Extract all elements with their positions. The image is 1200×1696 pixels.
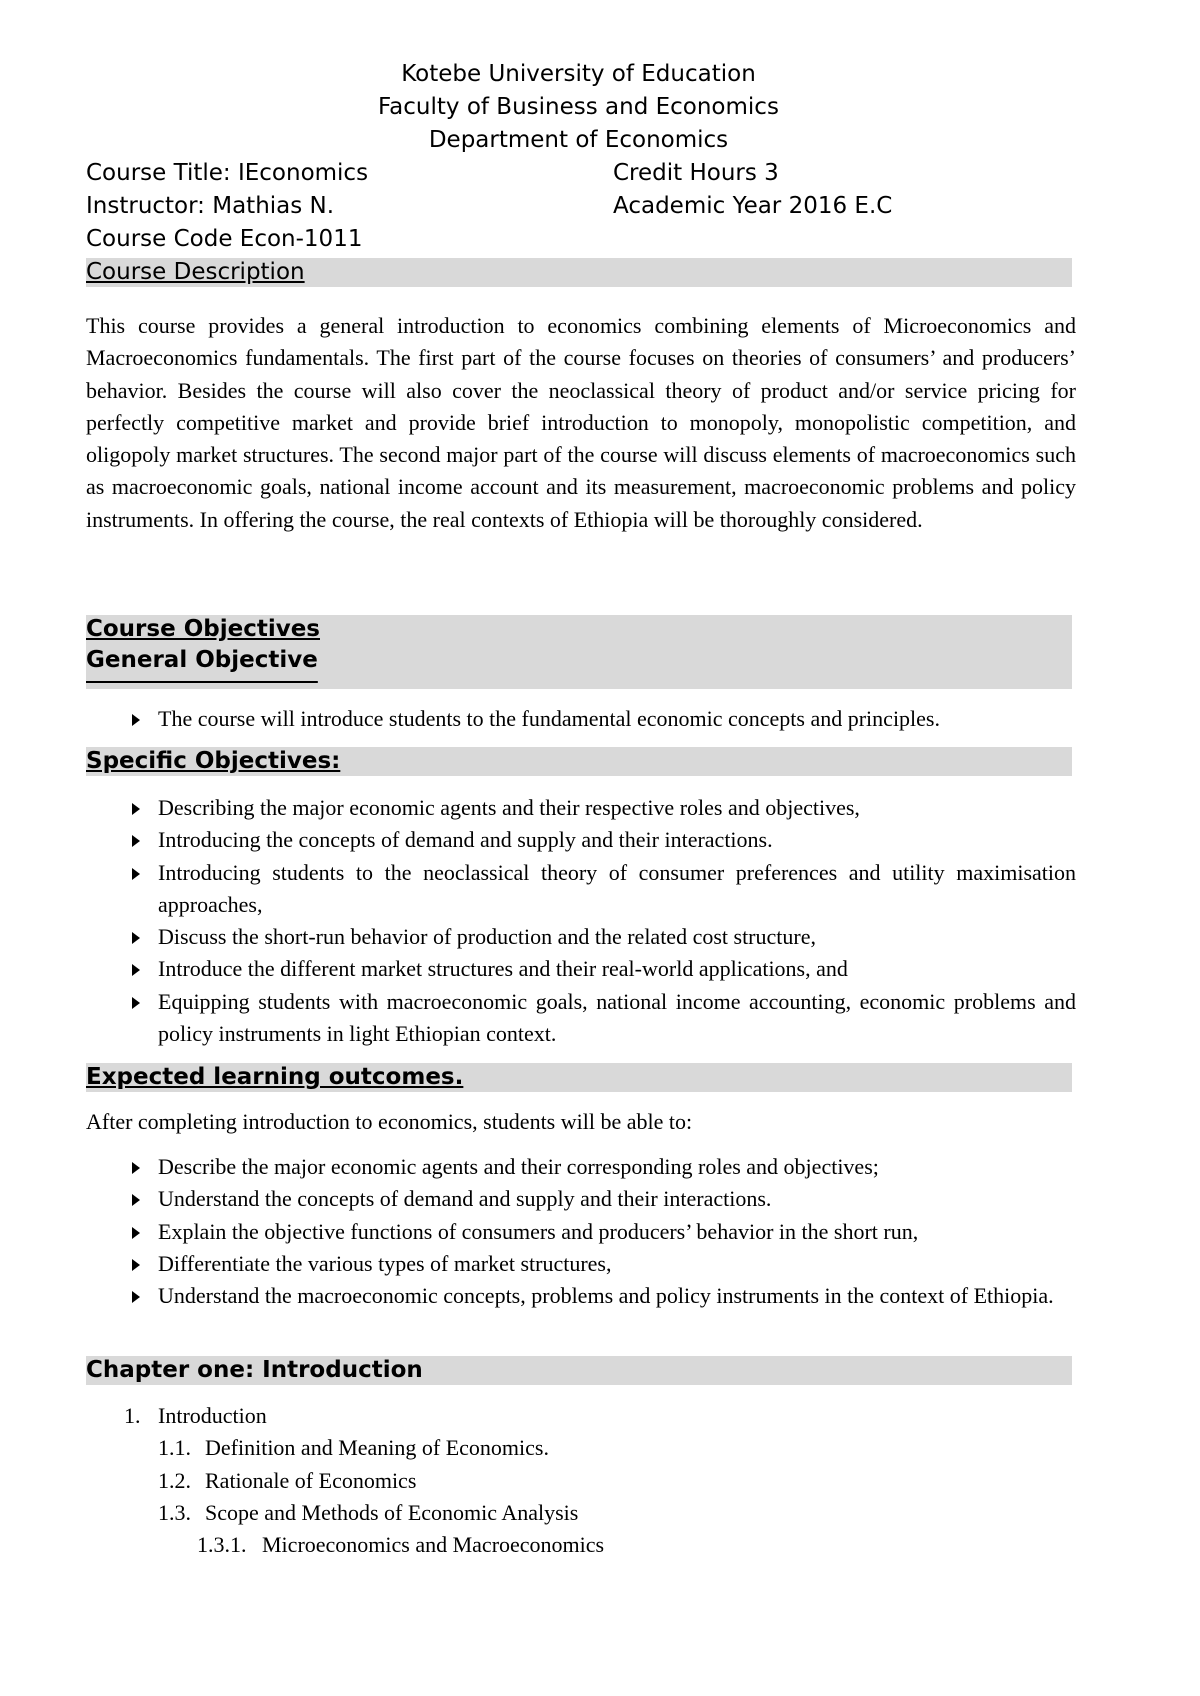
list-item: The course will introduce students to the fundamental economic concepts and principles. bbox=[86, 703, 1076, 735]
arrow-bullet-icon bbox=[132, 714, 140, 726]
document-page: Kotebe University of Education Faculty of Business and Economics Department of Economics Course Title: IEconomics Credit Hours 3 Instructor: Mathias N. Academic Year 2016 E.C Course Code Econ-1011 Course Description This course provides a general introduction to economics combining elements of Microeconomics and Macroeconomics fundamentals. The first part of the course focuses on theories of consumers’ and producers’ behavior. Besides the course will also cover the neoclassical theory of product and/or service pricing for perfectly competitive market and provide brief introduction to monopoly, monopolistic competition, and oligopoly market structures. The second major part of the course will discuss elements of macroeconomics such as macroeconomic goals, national income account and its measurement, macroeconomic problems and policy instruments. In offering the course, the real contexts of Ethiopia will be thoroughly considered. Course Objectives General Objective The course will introduce students to the fundamental economic concepts and principles. Specific Objectives: Describing the major economic agents and their respective roles and objectives, Introducing the concepts of demand and supply and their interactions. Introducing students to the neoclassical theory of consumer preferences and utility maximisation approaches, Discuss the short-run behavior of production and the related cost structure, Introduce the different market structures and their real-world applications, and Equipping students with macroeconomic goals, national income accounting, economic problems and policy instruments in light Ethiopian context. Expected learning outcomes. After completing introduction to economics, students will be able to: Describe the major economic agents and their corresponding roles and objectives; Understand the concepts of demand and supply and their interactions. Explain the objective functions of consumers and producers’ behavior in the short run, Differentiate the various types of market structures, Understand the macroeconomic concepts, problems and policy instruments in the context of Ethiopia. Chapter one: Introduction 1. Introduction 1.1. Definition and Meaning of Economics. 1.2. Rationale of Economics 1.3. Scope and Methods of Economic Analysis 1.3.1. Microeconomics and Macroeconomics bbox=[0, 0, 1200, 1696]
list-item: Introducing the concepts of demand and supply and their interactions. bbox=[86, 824, 1076, 856]
course-title: Course Title: IEconomics bbox=[86, 160, 369, 186]
arrow-bullet-icon bbox=[132, 1162, 140, 1174]
general-objective-label: General Objective bbox=[86, 647, 318, 673]
course-objectives-heading bbox=[86, 615, 1072, 644]
info-row-3 bbox=[86, 223, 1071, 256]
learning-outcomes-intro: After completing introduction to economics, students will be able to: bbox=[86, 1109, 693, 1134]
learning-outcomes-heading: Expected learning outcomes. bbox=[86, 1063, 1072, 1092]
list-item: Equipping students with macroeconomic goals, national income accounting, economic problems and policy instruments in light Ethiopian context. bbox=[86, 986, 1076, 1051]
department-name: Department of Economics bbox=[428, 127, 729, 153]
arrow-bullet-icon bbox=[132, 997, 140, 1009]
general-objective-list bbox=[86, 703, 1076, 735]
specific-objectives-heading: Specific Objectives: bbox=[86, 747, 1072, 776]
academic-year: Academic Year 2016 E.C bbox=[613, 193, 893, 219]
credit-hours: Credit Hours 3 bbox=[613, 160, 779, 186]
learning-outcomes-list bbox=[86, 1151, 1076, 1312]
list-item: Explain the objective functions of consumers and producers’ behavior in the short run, bbox=[86, 1216, 1076, 1248]
course-objectives-label: Course Objectives bbox=[86, 616, 320, 642]
arrow-bullet-icon bbox=[132, 1227, 140, 1239]
course-code: Course Code Econ-1011 bbox=[86, 226, 363, 252]
course-description-text: This course provides a general introduction to economics combining elements of Microeconomics and Macroeconomics fundamentals. The first part of the course focuses on theories of consumers’ and producers’ behavior. Besides the course will also cover the neoclassical theory of product and/or service pricing for perfectly competitive market and provide brief introduction to monopoly, monopolistic competition, and oligopoly market structures. The second major part of the course will discuss elements of macroeconomics such as macroeconomic goals, national income account and its measurement, macroeconomic problems and policy instruments. In offering the course, the real contexts of Ethiopia will be thoroughly considered. bbox=[86, 313, 1076, 532]
general-objective-heading bbox=[86, 644, 1072, 689]
course-description-heading: Course Description bbox=[86, 258, 1072, 287]
list-item: Describe the major economic agents and their corresponding roles and objectives; bbox=[86, 1151, 1076, 1183]
list-item: Differentiate the various types of market structures, bbox=[86, 1248, 1076, 1280]
arrow-bullet-icon bbox=[132, 803, 140, 815]
arrow-bullet-icon bbox=[132, 868, 140, 880]
info-row-2 bbox=[86, 190, 1071, 223]
arrow-bullet-icon bbox=[132, 835, 140, 847]
arrow-bullet-icon bbox=[132, 964, 140, 976]
arrow-bullet-icon bbox=[132, 932, 140, 944]
faculty-name: Faculty of Business and Economics bbox=[378, 94, 779, 120]
arrow-bullet-icon bbox=[132, 1291, 140, 1303]
arrow-bullet-icon bbox=[132, 1194, 140, 1206]
chapter-one-heading: Chapter one: Introduction bbox=[86, 1356, 1072, 1385]
document-header bbox=[86, 58, 1071, 256]
list-item: Understand the concepts of demand and supply and their interactions. bbox=[86, 1183, 1076, 1215]
university-name: Kotebe University of Education bbox=[401, 61, 756, 87]
list-item: Understand the macroeconomic concepts, problems and policy instruments in the context of Ethiopia. bbox=[86, 1280, 1076, 1312]
list-item: Discuss the short-run behavior of production and the related cost structure, bbox=[86, 921, 1076, 953]
instructor: Instructor: Mathias N. bbox=[86, 193, 335, 219]
info-row-1 bbox=[86, 157, 1071, 190]
specific-objectives-list bbox=[86, 792, 1076, 1050]
arrow-bullet-icon bbox=[132, 1259, 140, 1271]
list-item: Introducing students to the neoclassical theory of consumer preferences and utility maximisation approaches, bbox=[86, 857, 1076, 922]
list-item: Introduce the different market structures and their real-world applications, and bbox=[86, 953, 1076, 985]
list-item: Describing the major economic agents and their respective roles and objectives, bbox=[86, 792, 1076, 824]
